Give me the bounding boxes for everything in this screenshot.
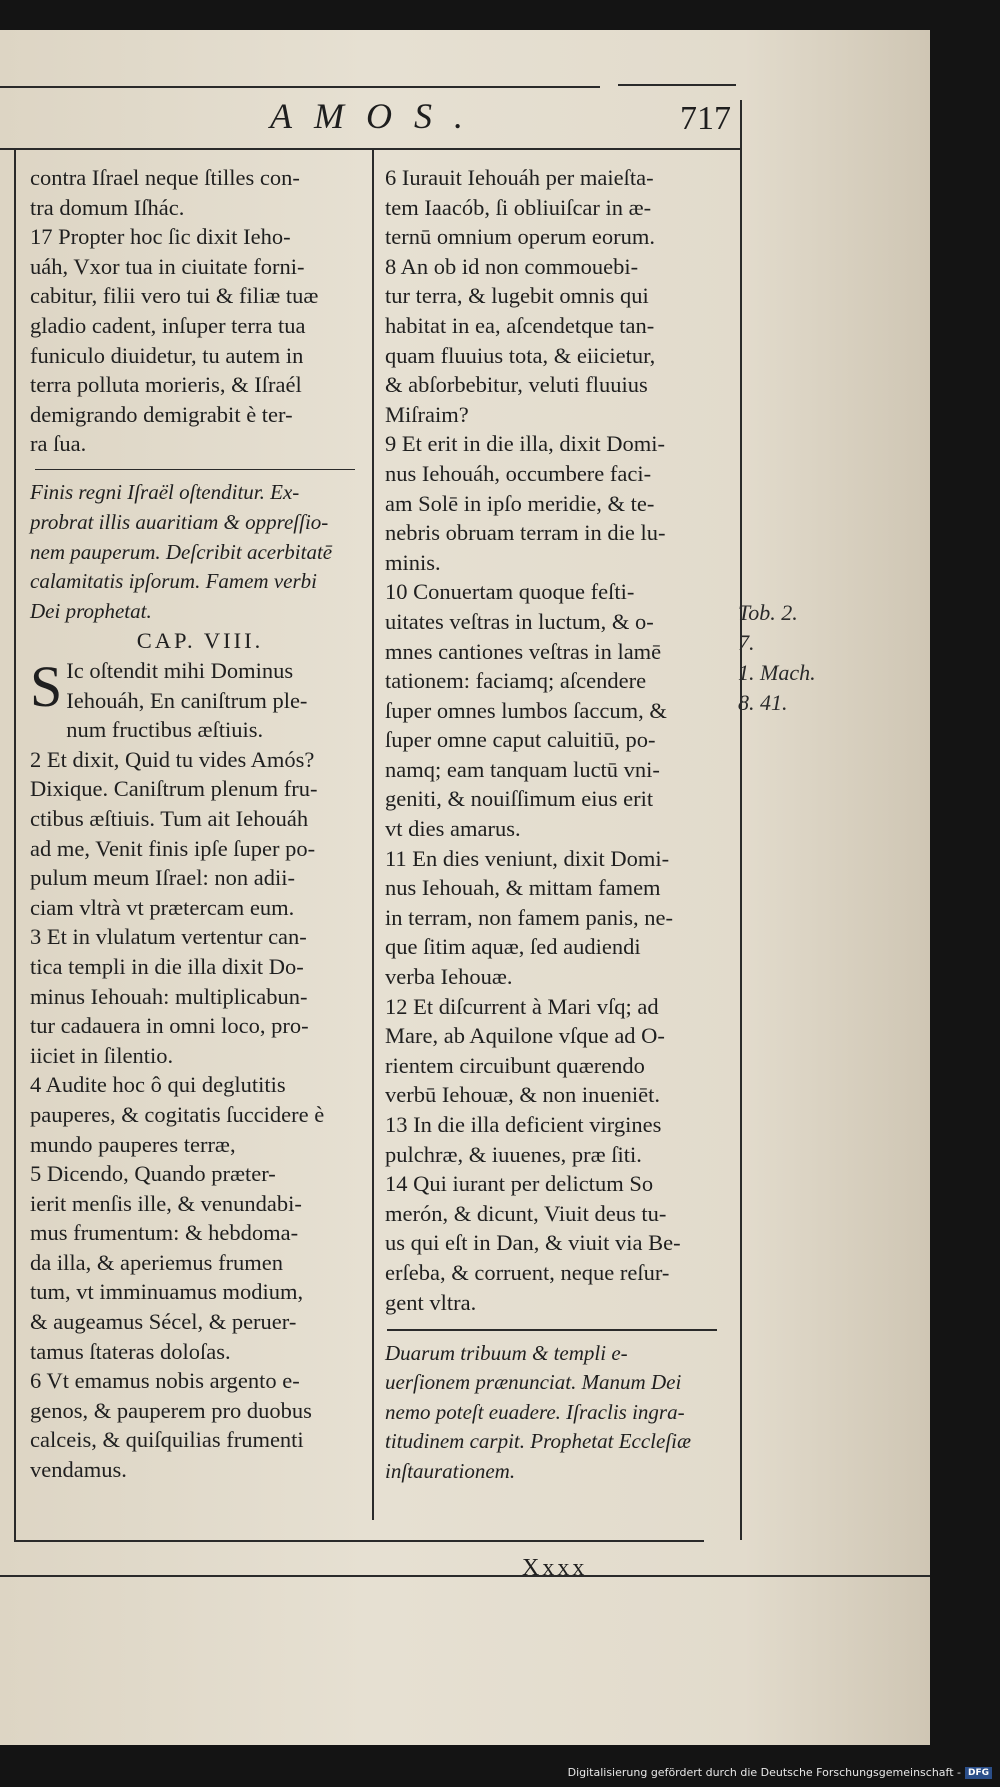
text-line: cabitur, filii vero tui & filiæ tuæ	[30, 283, 319, 309]
text-line: rientem circuibunt quærendo	[385, 1052, 645, 1078]
text-line: uáh, Vxor tua in ciuitate forni-	[30, 253, 305, 279]
text-line: 14 Qui iurant per delictum So	[385, 1171, 654, 1197]
text-line: mus frumentum: & hebdoma-	[30, 1220, 299, 1246]
chapter-line: Iehouáh, En caniſtrum ple-	[66, 687, 308, 713]
text-line: tum, vt imminuamus modium,	[30, 1279, 304, 1305]
text-line: ctibus æſtiuis. Tum ait Iehouáh	[30, 805, 309, 831]
summary-line: titudinem carpit. Prophetat Eccleſiæ	[385, 1429, 691, 1454]
footer-credit	[568, 1766, 992, 1779]
text-line: pulum meum Iſrael: non adii-	[30, 865, 295, 891]
text-line: Miſraim?	[385, 401, 469, 427]
text-line: nus Iehouáh, occumbere faci-	[385, 460, 652, 486]
chapter-heading: CAP. VIII.	[136, 628, 264, 654]
text-line: 2 Et dixit, Quid tu vides Amós?	[30, 746, 315, 772]
text-line: 8 An ob id non commouebi-	[385, 253, 639, 279]
summary-line: probrat illis auaritiam & oppreſſio-	[30, 510, 329, 535]
text-line: pulchræ, & iuuenes, præ ſiti.	[385, 1141, 642, 1167]
text-line: tica templi in die illa dixit Do-	[30, 953, 304, 979]
bottom-rule-1	[14, 1540, 704, 1542]
summary-rule-left	[35, 469, 355, 471]
text-line: ierit menſis ille, & venundabi-	[30, 1190, 302, 1216]
text-line: 6 Vt emamus nobis argento e-	[30, 1368, 300, 1394]
header-rule-top	[0, 86, 600, 88]
text-line: contra Iſrael neque ſtilles con-	[30, 165, 300, 190]
text-line: iiciet in ſilentio.	[30, 1042, 174, 1068]
text-line: in terram, non famem panis, ne-	[385, 904, 674, 930]
text-line: minus Iehouah: multiplicabun-	[30, 983, 308, 1009]
text-line: tur cadauera in omni loco, pro-	[30, 1013, 309, 1039]
bottom-rule-2	[0, 1575, 930, 1577]
text-line: 12 Et diſcurrent à Mari vſq; ad	[385, 993, 659, 1019]
text-line: 6 Iurauit Iehouáh per maieſta-	[385, 165, 654, 190]
text-line: tem Iaacób, ſi obliuiſcar in æ-	[385, 194, 652, 220]
margin-note: Tob. 2.	[738, 600, 798, 625]
text-line: nebris obruam terram in die lu-	[385, 520, 666, 546]
text-line: & abſorbebitur, veluti fluuius	[385, 372, 648, 398]
text-line: 4 Audite hoc ô qui deglutitis	[30, 1072, 286, 1098]
margin-note: 1. Mach.	[738, 660, 816, 685]
text-line: 3 Et in vlulatum vertentur can-	[30, 924, 307, 950]
text-line: 10 Conuertam quoque feſti-	[385, 579, 635, 605]
text-line: quam fluuius tota, & eiicietur,	[385, 342, 656, 368]
text-line: tamus ſtateras doloſas.	[30, 1338, 231, 1364]
text-line: habitat in ea, aſcendetque tan-	[385, 312, 655, 338]
text-line: vendamus.	[30, 1457, 127, 1483]
text-line: tur terra, & lugebit omnis qui	[385, 283, 649, 309]
text-line: minis.	[385, 549, 441, 575]
summary-line: inſtaurationem.	[385, 1459, 516, 1484]
text-line: mnes cantiones veſtras in lamē	[385, 638, 662, 664]
text-line: us qui eſt in Dan, & viuit via Be-	[385, 1230, 681, 1256]
summary-line: Dei prophetat.	[30, 598, 152, 623]
summary-line: nemo poteſt euadere. Iſraclis ingra-	[385, 1399, 685, 1424]
text-line: genos, & pauperem pro duobus	[30, 1397, 312, 1423]
text-line: 5 Dicendo, Quando præter-	[30, 1161, 276, 1187]
text-line: Mare, ab Aquilone vſque ad O-	[385, 1023, 665, 1049]
chapter-line: num fructibus æſtiuis.	[66, 717, 264, 743]
chapter-line: Ic oſtendit mihi Dominus	[66, 658, 294, 683]
text-line: gladio cadent, inſuper terra tua	[30, 312, 306, 338]
dropcap-letter: S	[30, 656, 63, 719]
text-line: verba Iehouæ.	[385, 964, 513, 990]
text-line: calceis, & quiſquilias frumenti	[30, 1427, 304, 1453]
text-line: ſuper omnes lumbos ſaccum, &	[385, 697, 667, 723]
text-line: uitates veſtras in luctum, & o-	[385, 608, 654, 634]
text-line: am Solē in ipſo meridie, & te-	[385, 490, 655, 516]
text-line: gent vltra.	[385, 1289, 477, 1315]
column-divider	[372, 150, 374, 1520]
text-line: 13 In die illa deficient virgines	[385, 1112, 662, 1137]
margin-note: 7.	[738, 630, 755, 655]
text-line: da illa, & aperiemus frumen	[30, 1249, 284, 1275]
header-rule-bottom	[0, 148, 740, 150]
summary-line: nem pauperum. Deſcribit acerbitatē	[30, 539, 333, 564]
text-line: tra domum Iſhác.	[30, 194, 185, 220]
summary-line: Finis regni Iſraël oſtenditur. Ex-	[30, 480, 300, 505]
summary-line: Duarum tribuum & templi e-	[385, 1340, 628, 1365]
text-line: verbū Iehouæ, & non inueniēt.	[385, 1082, 660, 1108]
page-number: 717	[680, 100, 731, 137]
text-line: geniti, & nouiſſimum eius erit	[385, 786, 654, 812]
signature-mark: Xxxx	[522, 1555, 588, 1581]
text-line: pauperes, & cogitatis ſuccidere è	[30, 1101, 325, 1127]
text-line: namq; eam tanquam luctū vni-	[385, 756, 660, 782]
header-rule-top-right	[618, 84, 736, 86]
text-line: ciam vltrà vt prætercam eum.	[30, 894, 295, 920]
text-line: demigrando demigrabit è ter-	[30, 401, 293, 427]
left-border-rule	[14, 150, 16, 1540]
footer-text: Digitalisierung gefördert durch die Deutsche Forschungsgemeinschaft -	[567, 1766, 961, 1779]
text-line: tationem: faciamq; aſcendere	[385, 668, 647, 694]
left-column	[30, 163, 370, 1485]
text-line: ternū omnium operum eorum.	[385, 224, 655, 250]
summary-line: uerſionem prænunciat. Manum Dei	[385, 1370, 682, 1395]
dfg-logo: DFG	[965, 1767, 992, 1779]
margin-divider	[740, 100, 742, 1540]
text-line: funiculo diuidetur, tu autem in	[30, 342, 304, 368]
text-line: & augeamus Sécel, & peruer-	[30, 1309, 297, 1335]
text-line: 9 Et erit in die illa, dixit Domi-	[385, 431, 665, 457]
summary-line: calamitatis ipſorum. Famem verbi	[30, 569, 317, 594]
text-line: merón, & dicunt, Viuit deus tu-	[385, 1200, 667, 1226]
text-line: que ſitim aquæ, ſed audiendi	[385, 934, 641, 960]
text-line: 11 En dies veniunt, dixit Domi-	[385, 845, 670, 871]
chapter-opening	[30, 656, 370, 745]
text-line: 17 Propter hoc ſic dixit Ieho-	[30, 224, 291, 250]
text-line: nus Iehouah, & mittam famem	[385, 875, 661, 901]
text-line: mundo pauperes terræ,	[30, 1131, 236, 1157]
margin-note: 8. 41.	[738, 690, 788, 715]
text-line: ſuper omne caput caluitiū, po-	[385, 727, 656, 753]
text-line: terra polluta morieris, & Iſraél	[30, 372, 302, 398]
right-column	[385, 163, 735, 1487]
text-line: vt dies amarus.	[385, 816, 521, 842]
text-line: Dixique. Caniſtrum plenum fru-	[30, 776, 318, 802]
running-title: AMOS.	[270, 96, 485, 136]
summary-rule-right	[387, 1329, 717, 1331]
text-line: ad me, Venit finis ipſe ſuper po-	[30, 835, 316, 861]
text-line: ra ſua.	[30, 431, 87, 457]
margin-notes	[738, 598, 816, 718]
text-line: erſeba, & corruent, neque reſur-	[385, 1259, 670, 1285]
